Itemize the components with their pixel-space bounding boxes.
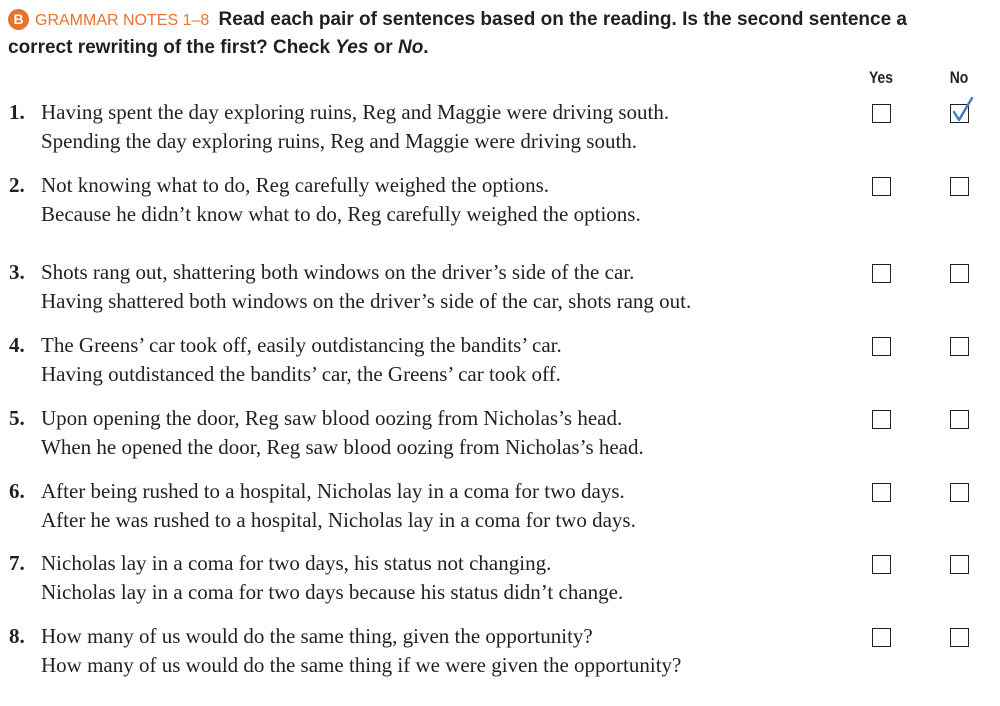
original-sentence: Not knowing what to do, Reg carefully weighed the options. — [41, 173, 549, 197]
rewritten-sentence: After he was rushed to a hospital, Nicholas lay in a coma for two days. — [41, 508, 636, 532]
yes-checkbox[interactable] — [872, 104, 891, 123]
rewritten-sentence: Spending the day exploring ruins, Reg and Maggie were driving south. — [41, 129, 638, 153]
rewritten-sentence: How many of us would do the same thing if we were given the opportunity? — [41, 653, 682, 677]
item-number: 8. — [9, 624, 25, 648]
item-number: 5. — [9, 406, 25, 430]
exercise-item-6 — [0, 477, 1000, 537]
item-number: 3. — [9, 260, 25, 284]
original-sentence: Having spent the day exploring ruins, Reg and Maggie were driving south. — [41, 100, 670, 124]
item-number: 6. — [9, 479, 25, 503]
exercise-item-5 — [0, 404, 1000, 464]
yes-checkbox[interactable] — [872, 483, 891, 502]
original-sentence: The Greens’ car took off, easily outdistancing the bandits’ car. — [41, 333, 562, 357]
rewritten-sentence: Having shattered both windows on the driver’s side of the car, shots rang out. — [41, 289, 692, 313]
original-sentence: Nicholas lay in a coma for two days, his status not changing. — [41, 551, 552, 575]
exercise-item-4 — [0, 331, 1000, 391]
item-number: 1. — [9, 100, 25, 124]
item-number: 2. — [9, 173, 25, 197]
yes-checkbox[interactable] — [872, 264, 891, 283]
yes-checkbox[interactable] — [872, 555, 891, 574]
no-checkbox[interactable] — [950, 555, 969, 574]
check-mark-icon — [951, 97, 975, 123]
yes-checkbox[interactable] — [872, 410, 891, 429]
exercise-instructions — [8, 6, 908, 61]
yes-checkbox[interactable] — [872, 337, 891, 356]
original-sentence: Upon opening the door, Reg saw blood oozing from Nicholas’s head. — [41, 406, 623, 430]
original-sentence: How many of us would do the same thing, given the opportunity? — [41, 624, 593, 648]
instruction-text: Read each pair of sentences based on the reading. Is the second sentence a correct rewriting of the first? Check — [8, 9, 907, 58]
original-sentence: After being rushed to a hospital, Nicholas lay in a coma for two days. — [41, 479, 625, 503]
rewritten-sentence: When he opened the door, Reg saw blood oozing from Nicholas’s head. — [41, 435, 644, 459]
original-sentence: Shots rang out, shattering both windows on the driver’s side of the car. — [41, 260, 635, 284]
exercise-item-8 — [0, 622, 1000, 682]
exercise-item-1 — [0, 98, 1000, 158]
item-number: 7. — [9, 551, 25, 575]
yes-checkbox[interactable] — [872, 177, 891, 196]
instruction-yes-word: Yes — [335, 37, 369, 58]
no-checkbox[interactable] — [950, 337, 969, 356]
item-number: 4. — [9, 333, 25, 357]
exercise-item-3 — [0, 258, 1000, 318]
instruction-period: . — [423, 37, 429, 58]
column-header-no: No — [949, 68, 969, 87]
section-badge: B — [8, 9, 29, 30]
yes-checkbox[interactable] — [872, 628, 891, 647]
no-checkbox[interactable] — [950, 628, 969, 647]
no-checkbox[interactable] — [950, 104, 969, 123]
no-checkbox[interactable] — [950, 410, 969, 429]
grammar-notes-label: GRAMMAR NOTES 1–8 — [35, 12, 210, 29]
rewritten-sentence: Nicholas lay in a coma for two days because his status didn’t change. — [41, 580, 624, 604]
rewritten-sentence: Having outdistanced the bandits’ car, the Greens’ car took off. — [41, 362, 561, 386]
column-header-yes: Yes — [868, 68, 894, 87]
no-checkbox[interactable] — [950, 264, 969, 283]
no-checkbox[interactable] — [950, 483, 969, 502]
rewritten-sentence: Because he didn’t know what to do, Reg carefully weighed the options. — [41, 202, 641, 226]
instruction-or-word: or — [368, 37, 398, 58]
exercise-item-2 — [0, 171, 1000, 231]
instruction-no-word: No — [397, 37, 424, 58]
no-checkbox[interactable] — [950, 177, 969, 196]
exercise-item-7 — [0, 549, 1000, 609]
